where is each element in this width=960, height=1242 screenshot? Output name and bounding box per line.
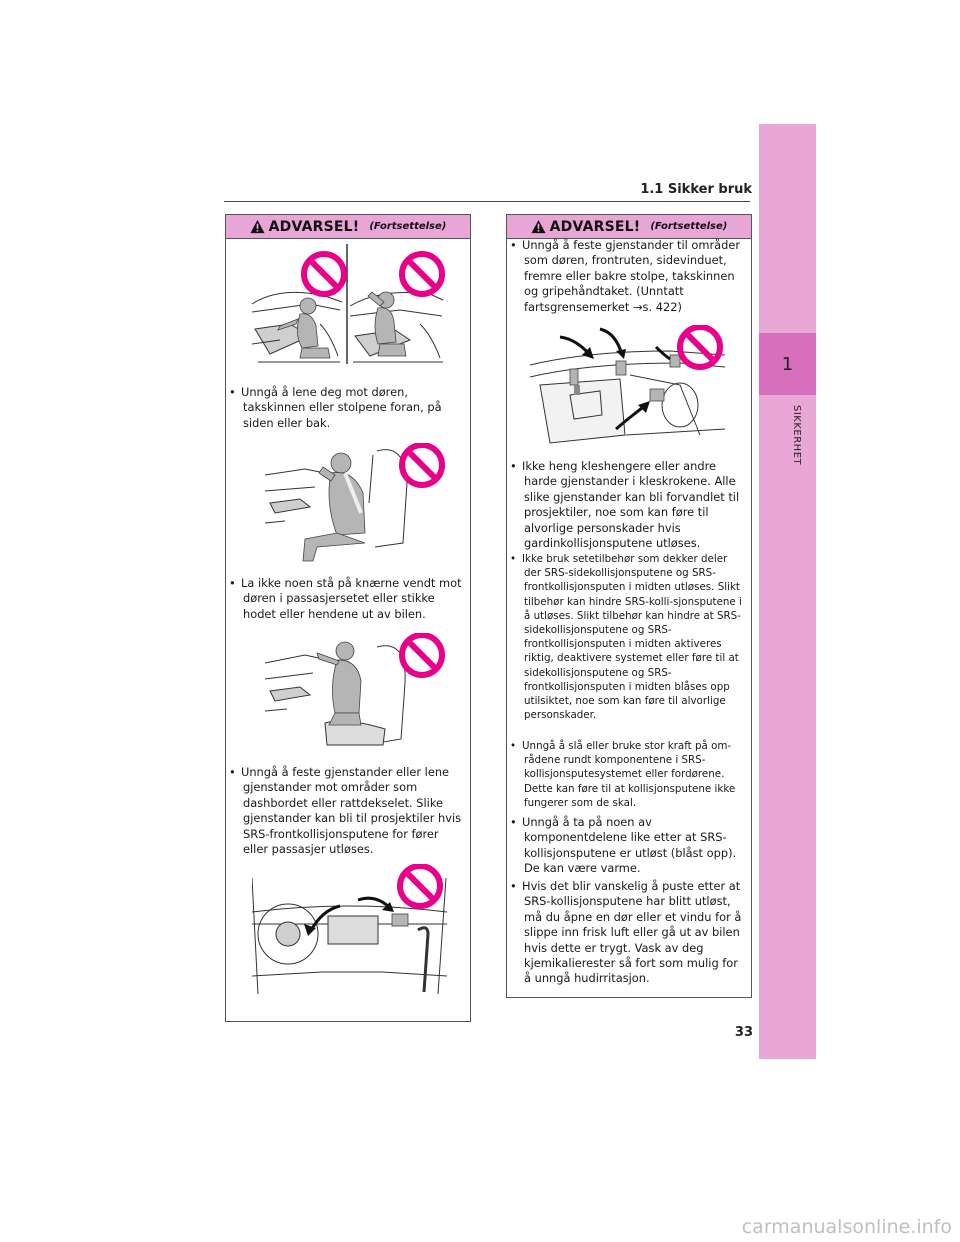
interior-attachments-illustration [530, 325, 725, 450]
list-item: • Unngå å lene deg mot døren, takskinnen eller stolpene foran, på siden eller bak. [229, 385, 442, 430]
section-header: 1.1 Sikker bruk [640, 182, 752, 197]
page-number: 33 [734, 1025, 753, 1040]
leaning-on-door-illustration [250, 244, 445, 369]
chapter-number: 1 [759, 333, 816, 395]
list-item: • Unngå å slå eller bruke stor kraft på om-rådene rundt komponentene i SRS-kollisjonsputesystemet eller fordørene. Dette kan føre til at kollisjonsputene ikke fungerer som de skal. [510, 740, 736, 809]
warning-continued: (Fortsettelse) [369, 221, 447, 232]
warning-triangle-icon [531, 219, 546, 234]
prohibition-icon [680, 327, 720, 367]
chapter-label: SIKKERHET [791, 405, 802, 466]
list-item: • Unngå å ta på noen av komponentdelene like etter at SRS-kollisjonsputene er utløst (blåst opp). De kan være varme. [510, 815, 737, 876]
watermark: carmanualsonline.info [741, 1216, 952, 1238]
leaning-head-illustration [265, 443, 450, 565]
kneeling-passenger-illustration [265, 633, 450, 755]
list-item: • Unngå å feste gjenstander eller lene gjenstander mot områder som dashbordet eller rattdekselet. Slike gjenstander kan bli til prosjektiler hvis SRS-frontkollisjonsputene for fører eller passasjer utløses. [229, 765, 462, 857]
prohibition-icon [402, 635, 442, 675]
list-item: • Ikke bruk setetilbehør som dekker deler der SRS-sidekollisjonsputene og SRS-frontkollisjonsputen i midten utløses. Slikt tilbehør kan hindre SRS-kolli-sjonsputene i å utløses. Slikt tilbehør kan hindre at SRS-sidekollisjonsputene og SRS-frontkollisjonsputen i midten aktiveres riktig, deaktivere systemet eller føre til at sidekollisjonsputene og SRS-frontkollisjonsputen i midten blåses opp utilsiktet, noe som kan føre til alvorlige personskader. [510, 553, 742, 722]
list-item: • La ikke noen stå på knærne vendt mot døren i passasjersetet eller stikke hodet eller hendene ut av bilen. [229, 576, 462, 621]
warning-title: ADVARSEL! [549, 218, 641, 235]
warning-header [226, 215, 470, 239]
header-rule [224, 201, 750, 202]
dashboard-objects-illustration [252, 864, 447, 994]
list-item: • Unngå å feste gjenstander til områder som døren, frontruten, sidevinduet, fremre eller bakre stolpe, takskinnen og gripehåndtaket. (Unntatt fartsgrensemerket →s. 422) [510, 238, 741, 314]
warning-header [507, 215, 751, 239]
prohibition-icon [402, 445, 442, 485]
list-item: • Ikke heng kleshengere eller andre harde gjenstander i kleskrokene. Alle slike gjenstander kan bli forvandlet til prosjektiler, noe som kan føre til alvorlige personskader hvis gardinkollisjonsputene utløses. [510, 459, 740, 551]
prohibition-icon [400, 866, 440, 906]
warning-triangle-icon [250, 219, 265, 234]
warning-title: ADVARSEL! [268, 218, 360, 235]
prohibition-icon [304, 254, 344, 294]
warning-continued: (Fortsettelse) [650, 221, 728, 232]
prohibition-icon [402, 254, 442, 294]
chapter-side-tab [759, 124, 816, 1059]
list-item: • Hvis det blir vanskelig å puste etter at SRS-kollisjonsputene har blitt utløst, må du åpne en dør eller et vindu for å slippe inn frisk luft eller gå ut av bilen hvis dette er trygt. Vask av deg kjemikalierester så fort som mulig for å unngå hudirritasjon. [510, 879, 742, 986]
